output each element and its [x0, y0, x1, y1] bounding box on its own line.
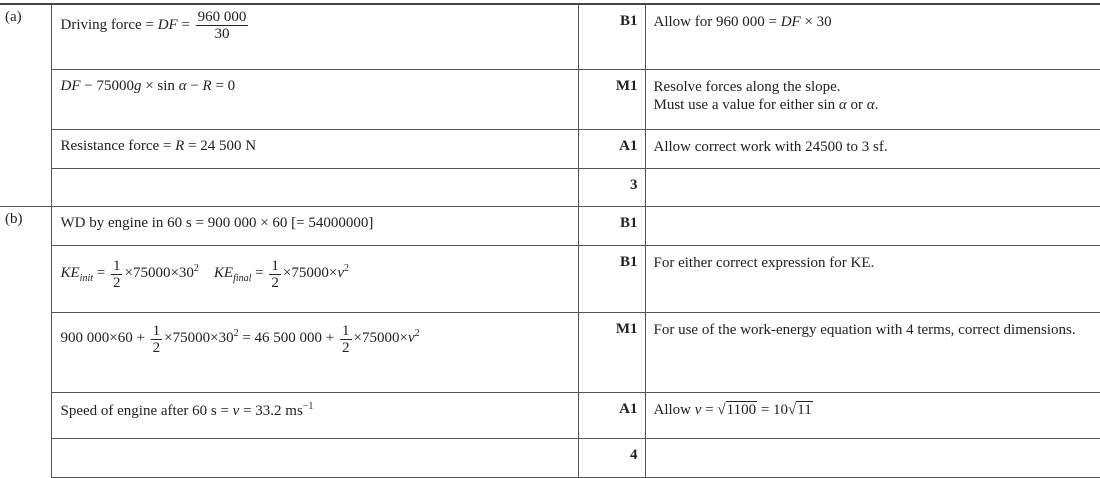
text: = 10√ [757, 402, 796, 418]
text: Resistance force = [61, 138, 176, 154]
total-mark: 3 [578, 168, 645, 206]
table-row [0, 245, 1100, 312]
var: v [695, 402, 702, 418]
mark-cell: B1 [578, 245, 645, 312]
var: DF [781, 14, 801, 30]
text: Driving force = [61, 17, 158, 33]
radicand: 1100 [726, 401, 757, 418]
part-label: (b) [0, 206, 51, 477]
working-cell [51, 69, 578, 129]
numerator: 1 [111, 258, 123, 275]
denominator: 2 [342, 340, 350, 356]
numerator: 1 [340, 323, 352, 340]
text: = [178, 17, 194, 33]
text: = [93, 265, 109, 281]
table-row [0, 206, 1100, 245]
var: α [839, 97, 847, 113]
table-row [0, 4, 1100, 69]
superscript: 2 [194, 263, 199, 274]
text: − 75000 [81, 78, 134, 94]
text: Resolve forces along the slope. [654, 78, 1100, 96]
var: v [337, 265, 344, 281]
text: ×75000×30 [164, 330, 233, 346]
comment-cell [645, 168, 1100, 206]
fraction [269, 258, 281, 291]
denominator: 2 [271, 275, 279, 291]
text: Allow for 960 000 = [654, 14, 781, 30]
var: g [134, 78, 142, 94]
denominator: 2 [153, 340, 161, 356]
superscript: 2 [415, 328, 420, 339]
superscript: 2 [234, 328, 239, 339]
mark-cell: B1 [578, 206, 645, 245]
var: DF [61, 78, 81, 94]
mark-cell: M1 [578, 69, 645, 129]
comment-cell [645, 392, 1100, 438]
table-row [0, 69, 1100, 129]
working-cell [51, 168, 578, 206]
text: = 33.2 ms [239, 403, 302, 419]
text: Speed of engine after 60 s = [61, 403, 233, 419]
text: Allow [654, 402, 695, 418]
text: = 46 500 000 + [239, 330, 338, 346]
table-row [0, 438, 1100, 477]
numerator: 1 [151, 323, 163, 340]
denominator: 30 [215, 26, 230, 42]
text: 900 000×60 + [61, 330, 149, 346]
mark-cell: B1 [578, 4, 645, 69]
working-cell [51, 312, 578, 392]
superscript: 2 [344, 263, 349, 274]
text: or [847, 97, 867, 113]
mark-cell: A1 [578, 392, 645, 438]
part-label: (a) [0, 4, 51, 206]
mark-cell: M1 [578, 312, 645, 392]
text: = [251, 265, 267, 281]
var: α [867, 97, 875, 113]
fraction [151, 323, 163, 356]
subscript: final [233, 273, 251, 284]
subscript: init [80, 273, 93, 284]
text: Must use a value for either sin [654, 97, 839, 113]
text: = 24 500 N [184, 138, 256, 154]
comment-cell: For use of the work-energy equation with 4 terms, correct dimensions. [645, 312, 1100, 392]
text: ×75000× [354, 330, 408, 346]
comment-cell: Allow correct work with 24500 to 3 sf. [645, 129, 1100, 168]
working-cell [51, 4, 578, 69]
var: v [408, 330, 415, 346]
comment-cell [645, 206, 1100, 245]
text-line [654, 96, 1100, 114]
fraction [196, 9, 249, 42]
comment-cell [645, 4, 1100, 69]
fraction [111, 258, 123, 291]
text: = 0 [212, 78, 235, 94]
denominator: 2 [113, 275, 121, 291]
mark-cell: A1 [578, 129, 645, 168]
text: ×75000×30 [124, 265, 193, 281]
text: = √ [701, 402, 725, 418]
table-row [0, 129, 1100, 168]
comment-cell: For either correct expression for KE. [645, 245, 1100, 312]
working-cell [51, 438, 578, 477]
table-row [0, 392, 1100, 438]
working-cell [51, 392, 578, 438]
text: ×75000× [283, 265, 337, 281]
text: × sin [141, 78, 178, 94]
superscript: −1 [303, 401, 314, 412]
var: DF [158, 17, 178, 33]
text: − [187, 78, 203, 94]
working-cell: WD by engine in 60 s = 900 000 × 60 [= 54000000] [51, 206, 578, 245]
fraction [340, 323, 352, 356]
var: R [175, 138, 184, 154]
comment-cell [645, 69, 1100, 129]
comment-cell [645, 438, 1100, 477]
mark-scheme-table [0, 3, 1100, 478]
total-mark: 4 [578, 438, 645, 477]
text: . [875, 97, 879, 113]
text: × 30 [801, 14, 832, 30]
radicand: 11 [796, 401, 812, 418]
numerator: 1 [269, 258, 281, 275]
table-row [0, 312, 1100, 392]
table-row [0, 168, 1100, 206]
working-cell [51, 245, 578, 312]
numerator: 960 000 [196, 9, 249, 26]
working-cell [51, 129, 578, 168]
var: KE [214, 265, 233, 281]
var: KE [61, 265, 80, 281]
var: α [179, 78, 187, 94]
var: v [233, 403, 240, 419]
var: R [203, 78, 212, 94]
